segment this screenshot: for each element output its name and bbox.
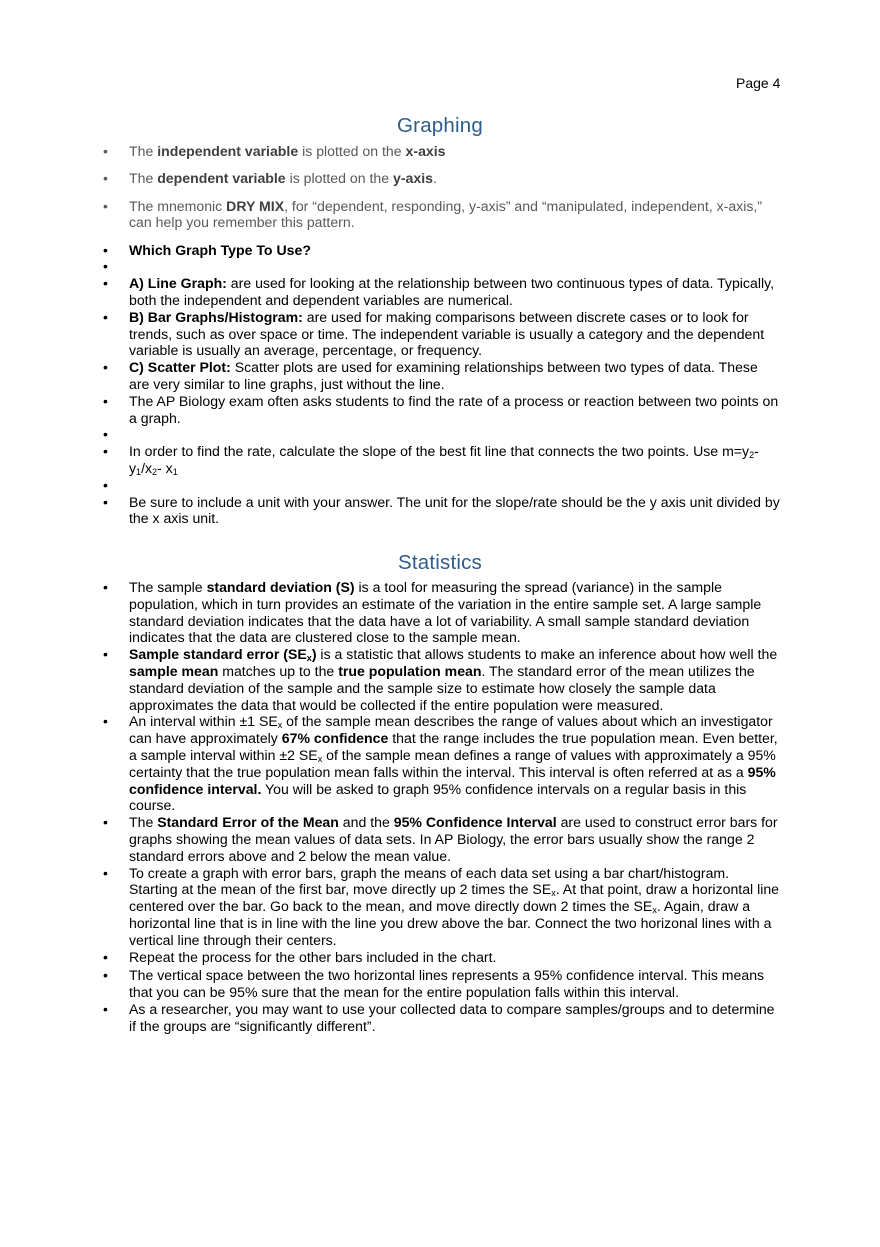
bullet-icon: • xyxy=(103,197,108,214)
list-item xyxy=(0,426,880,443)
list-item: • The vertical space between the two horizontal lines represents a 95% confidence interval. This means that you can be 95% sure that the mean for the entire population falls within this interval. xyxy=(103,967,765,1001)
bullet-icon: • xyxy=(103,814,108,831)
bullet-icon: • xyxy=(103,241,108,258)
list-item: • An interval within ±1 $SE_x$ of the sample mean describes the range of values about which an investigator can have approximately 67% confidence that the range includes the true population mean. Even better, a sample interval within ±2 $SE_x$ of the sample mean defines a range of values with approximately a 95% certainty that the true population mean falls within the interval. This interval is often referred at as a 95% confidence interval. You will be asked to graph 95% confidence intervals on a regular basis in this course. xyxy=(103,713,778,814)
bullet-icon: • xyxy=(103,308,108,325)
bullet-icon: • xyxy=(103,443,108,460)
statistics-list xyxy=(0,579,880,1035)
list-item: • The Standard Error of the Mean and the 95% Confidence Interval are used to construct error bars for graphs showing the mean values of data sets. In AP Biology, the error bars usually show the range 2 standard errors above and 2 below the mean value. xyxy=(103,814,778,864)
list-item: • B) Bar Graphs/Histogram: are used for making comparisons between discrete cases or to look for trends, such as over space or time. The independent variable is usually a category and the dependent variable is usually an average, percentage, or frequency. xyxy=(103,308,765,359)
bullet-icon: • xyxy=(103,579,108,595)
bullet-icon: • xyxy=(103,392,108,409)
bullet-icon: • xyxy=(103,1000,108,1017)
bullet-icon: • xyxy=(103,143,108,159)
list-item: • C) Scatter Plot: Scatter plots are used for examining relationships between two types of data. These are very similar to line graphs, just without the line. xyxy=(103,359,758,393)
list-item xyxy=(0,477,880,494)
list-item: • To create a graph with error bars, graph the means of each data set using a bar chart/histogram. Starting at the mean of the first bar, move directly up 2 times the $SE_x$. At that point, draw a horizontal line centered over the bar. Go back to the mean, and move directly down 2 times the $SE_x$. Again, draw a horizontal line that is in line with the line you drew above the bar. Connect the two horizonal lines with a vertical line through their centers. xyxy=(103,864,780,948)
graphing-list xyxy=(0,143,880,527)
bullet-icon: • xyxy=(103,359,108,376)
bullet-icon: • xyxy=(103,864,108,881)
list-item xyxy=(0,258,880,275)
bullet-icon: • xyxy=(103,713,108,730)
list-item: • The mnemonic DRY MIX, for “dependent, responding, y-axis” and “manipulated, independent, x-axis,” can help you remember this pattern. xyxy=(103,197,762,231)
bullet-icon: • xyxy=(103,170,108,187)
list-item: • Be sure to include a unit with your answer. The unit for the slope/rate should be the y axis unit divided by the x axis unit. xyxy=(103,493,780,527)
list-item: • In order to find the rate, calculate the slope of the best fit line that connects the two points. Use $m=y_2-y_1/x_2-$ $x_1$ xyxy=(103,443,759,478)
list-item: • The independent variable is plotted on the x-axis xyxy=(103,143,446,159)
bullet-icon: • xyxy=(103,258,108,275)
bullet-icon: • xyxy=(103,967,108,984)
list-item: • As a researcher, you may want to use your collected data to compare samples/groups and to determine if the groups are “significantly different”. xyxy=(103,1000,775,1034)
bullet-icon: • xyxy=(103,476,108,493)
page-number: Page 4 xyxy=(736,75,781,91)
list-item: • The AP Biology exam often asks students to find the rate of a process or reaction between two points on a graph. xyxy=(103,392,779,426)
bullet-icon: • xyxy=(103,948,108,965)
graphing-heading: Graphing xyxy=(397,114,483,137)
list-item: • Which Graph Type To Use? xyxy=(103,241,311,258)
list-item: • A) Line Graph: are used for looking at the relationship between two continuous types of data. Typically, both the independent and dependent variables are numerical. xyxy=(103,275,774,309)
bullet-icon: • xyxy=(103,426,108,443)
bullet-icon: • xyxy=(103,646,108,663)
bullet-icon: • xyxy=(103,275,108,292)
statistics-heading: Statistics xyxy=(397,551,483,574)
list-item: • Sample standard error $(SE_x)$ is a statistic that allows students to make an inference about how well the sample mean matches up to the true population mean. The standard error of the mean utilizes the standard deviation of the sample and the sample size to estimate how closely the sample data approximates the data that would be collected if the entire population were measured. xyxy=(103,646,778,713)
bullet-icon: • xyxy=(103,493,108,510)
list-item: • The sample standard deviation (S) is a tool for measuring the spread (variance) in the sample population, which in turn provides an estimate of the variation in the entire sample set. A large sample standard deviation indicates that the data have a lot of variability. A small sample standard deviation indicates that the data are clustered close to the sample mean. xyxy=(103,579,762,646)
list-item: • The dependent variable is plotted on the y-axis. xyxy=(103,170,437,187)
list-item: • Repeat the process for the other bars included in the chart. xyxy=(103,948,497,965)
